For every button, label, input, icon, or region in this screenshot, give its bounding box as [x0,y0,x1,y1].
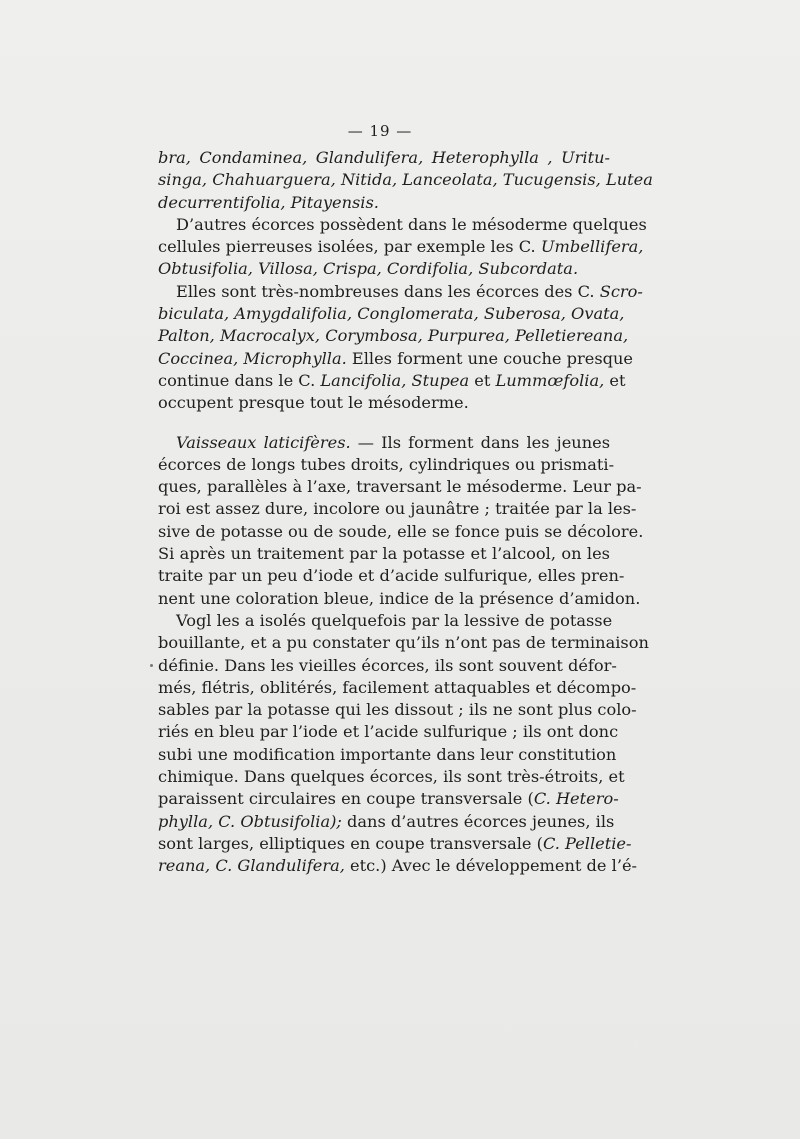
text-line [158,766,625,788]
text-line [158,325,629,347]
text-line [158,258,610,280]
text-span: D’autres écorces possèdent dans le mésoderme quelques [176,214,647,234]
text-line [158,721,619,743]
body-text [158,147,653,878]
text-span: et [469,370,496,390]
italic-span: Palton, Macrocalyx, Corymbosa, Purpurea, Pelletiereana, [158,326,629,346]
text-line [158,214,647,236]
text-span: continue dans le C. [158,370,321,390]
text-span: més, flétris, oblitérés, facilement attaquables et décompo- [158,677,637,697]
text-line [158,521,644,543]
italic-span: reana, C. Glandulifera, [158,856,345,876]
text-line [158,788,619,810]
text-line [158,565,625,587]
text-line [158,833,632,855]
italic-span: Obtusifolia, Villosa, Crispa, Cordifolia, Subcordata. [158,259,579,279]
italic-span: decurrentifolia, Pitayensis. [158,192,379,212]
italic-span: bra, Condaminea, Glandulifera, Heterophylla , Uritu- [158,148,610,167]
text-span: occupent presque tout le mésoderme. [158,393,469,413]
text-span: sont larges, elliptiques en coupe transversale ( [158,833,543,853]
text-line [158,370,626,392]
text-line [158,392,610,414]
italic-span: C. Pelletie- [542,833,632,853]
text-span: écorces de longs tubes droits, cylindriques ou prismati- [158,454,615,474]
text-line [158,610,613,632]
text-line [158,147,610,169]
text-line [158,811,615,833]
text-span: etc.) Avec le développement de l’é- [344,856,638,876]
text-span: Elles sont très-nombreuses dans les écorces des C. [176,281,600,301]
text-line [158,476,642,498]
italic-span: Umbellifera, [540,237,644,257]
text-line [158,303,625,325]
text-line [158,236,644,258]
text-line [158,348,633,370]
text-line [158,699,637,721]
text-span: sables par la potasse qui les dissout ; ils ne sont plus colo- [158,700,637,720]
text-span: et [604,370,626,390]
text-span: dans d’autres écorces jeunes, ils [341,811,615,831]
text-span: traite par un peu d’iode et d’acide sulfurique, elles pren- [158,566,625,586]
text-line [158,192,610,214]
text-span: nent une coloration bleue, indice de la présence d’amidon. [158,588,641,608]
text-span: subi une modification importante dans leur constitution [158,744,617,764]
text-line [158,498,637,520]
italic-span: phylla, C. Obtusifolia); [158,811,342,831]
text-line [158,281,643,303]
text-span: Vogl les a isolés quelquefois par la lessive de potasse [176,610,613,630]
ink-speck [150,664,153,667]
paragraph-gap [158,415,610,432]
text-line [158,169,653,191]
text-line [158,655,617,677]
italic-span: Lancifolia, Stupea [320,370,470,390]
text-span: riés en bleu par l’iode et l’acide sulfurique ; ils ont donc [158,722,619,742]
text-span: Si après un traitement par la potasse et l’alcool, on les [158,544,610,564]
italic-span: Scro- [599,281,643,301]
text-span: — Ils forment dans les jeunes [350,432,611,452]
italic-span: Coccinea, Microphylla. [158,348,347,368]
text-line [158,632,649,654]
italic-span: C. Hetero- [533,789,619,809]
text-line [158,744,617,766]
text-span: définie. Dans les vieilles écorces, ils sont souvent défor- [158,655,617,675]
text-span: Elles forment une couche presque [346,348,633,368]
text-line [158,588,641,610]
text-span: sive de potasse ou de soude, elle se fonce puis se décolore. [158,521,644,541]
text-span: ques, parallèles à l’axe, traversant le mésoderme. Leur pa- [158,477,642,497]
text-line [158,543,610,565]
italic-span: biculata, Amygdalifolia, Conglomerata, Suberosa, Ovata, [158,304,625,324]
text-line [158,454,615,476]
text-span: roi est assez dure, incolore ou jaunâtre ; traitée par la les- [158,499,637,519]
italic-span: singa, Chahuarguera, Nitida, Lanceolata, Tucugensis, Lutea [158,170,653,190]
text-line [158,677,637,699]
text-span: paraissent circulaires en coupe transversale ( [158,789,534,809]
italic-span: Vaisseaux laticifères. [176,432,351,452]
italic-span: Lummœfolia, [495,370,605,390]
text-span: chimique. Dans quelques écorces, ils sont très-étroits, et [158,767,625,787]
page-number: — 19 — [347,122,413,140]
text-line [158,432,610,454]
text-line [158,855,638,877]
text-span: bouillante, et a pu constater qu’ils n’ont pas de terminaison [158,633,649,653]
text-span: cellules pierreuses isolées, par exemple les C. [158,237,541,257]
